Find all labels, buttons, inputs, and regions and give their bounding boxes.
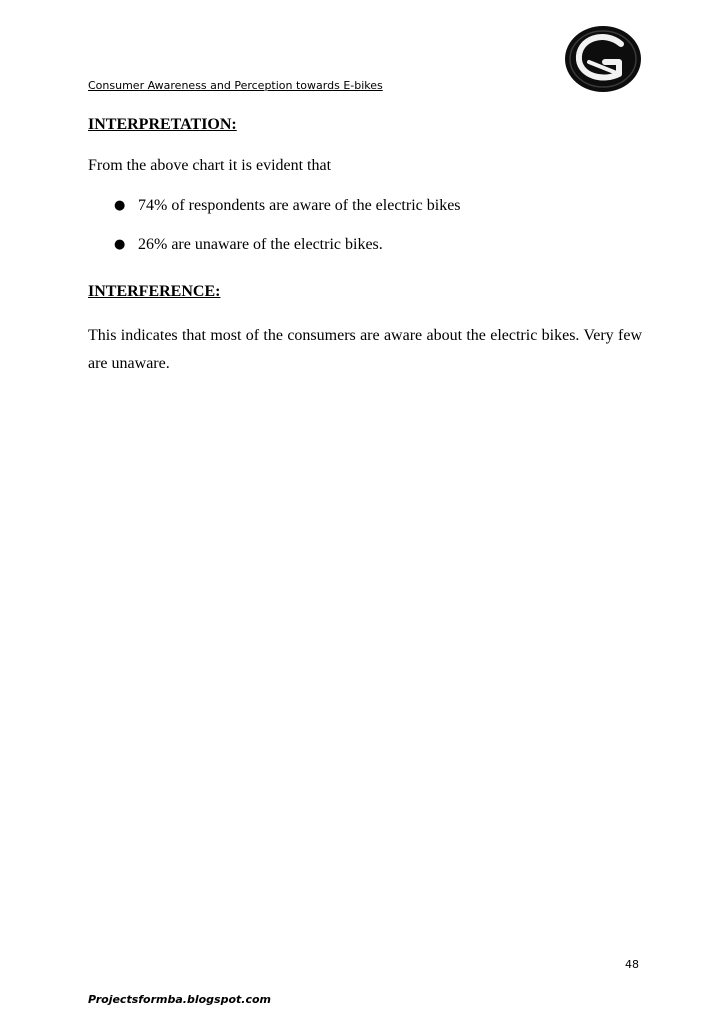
findings-list	[88, 196, 461, 274]
bullet-icon: ●	[114, 237, 126, 252]
footer-site: Projectsformba.blogspot.com	[88, 993, 271, 1006]
interference-heading: INTERFERENCE:	[88, 283, 221, 300]
list-item	[88, 235, 461, 274]
interpretation-heading: INTERPRETATION:	[88, 116, 237, 133]
document-header-title: Consumer Awareness and Perception towards E-bikes	[88, 79, 383, 92]
page-number: 48	[625, 958, 639, 971]
list-item-text: 74% of respondents are aware of the electric bikes	[138, 197, 461, 214]
interpretation-intro: From the above chart it is evident that	[88, 157, 332, 174]
list-item	[88, 196, 461, 235]
interference-text: This indicates that most of the consumers are aware about the electric bikes. Very few are unaware.	[88, 327, 642, 372]
g-logo-icon	[563, 24, 643, 94]
bullet-icon: ●	[114, 198, 126, 213]
list-item-text: 26% are unaware of the electric bikes.	[138, 236, 383, 253]
